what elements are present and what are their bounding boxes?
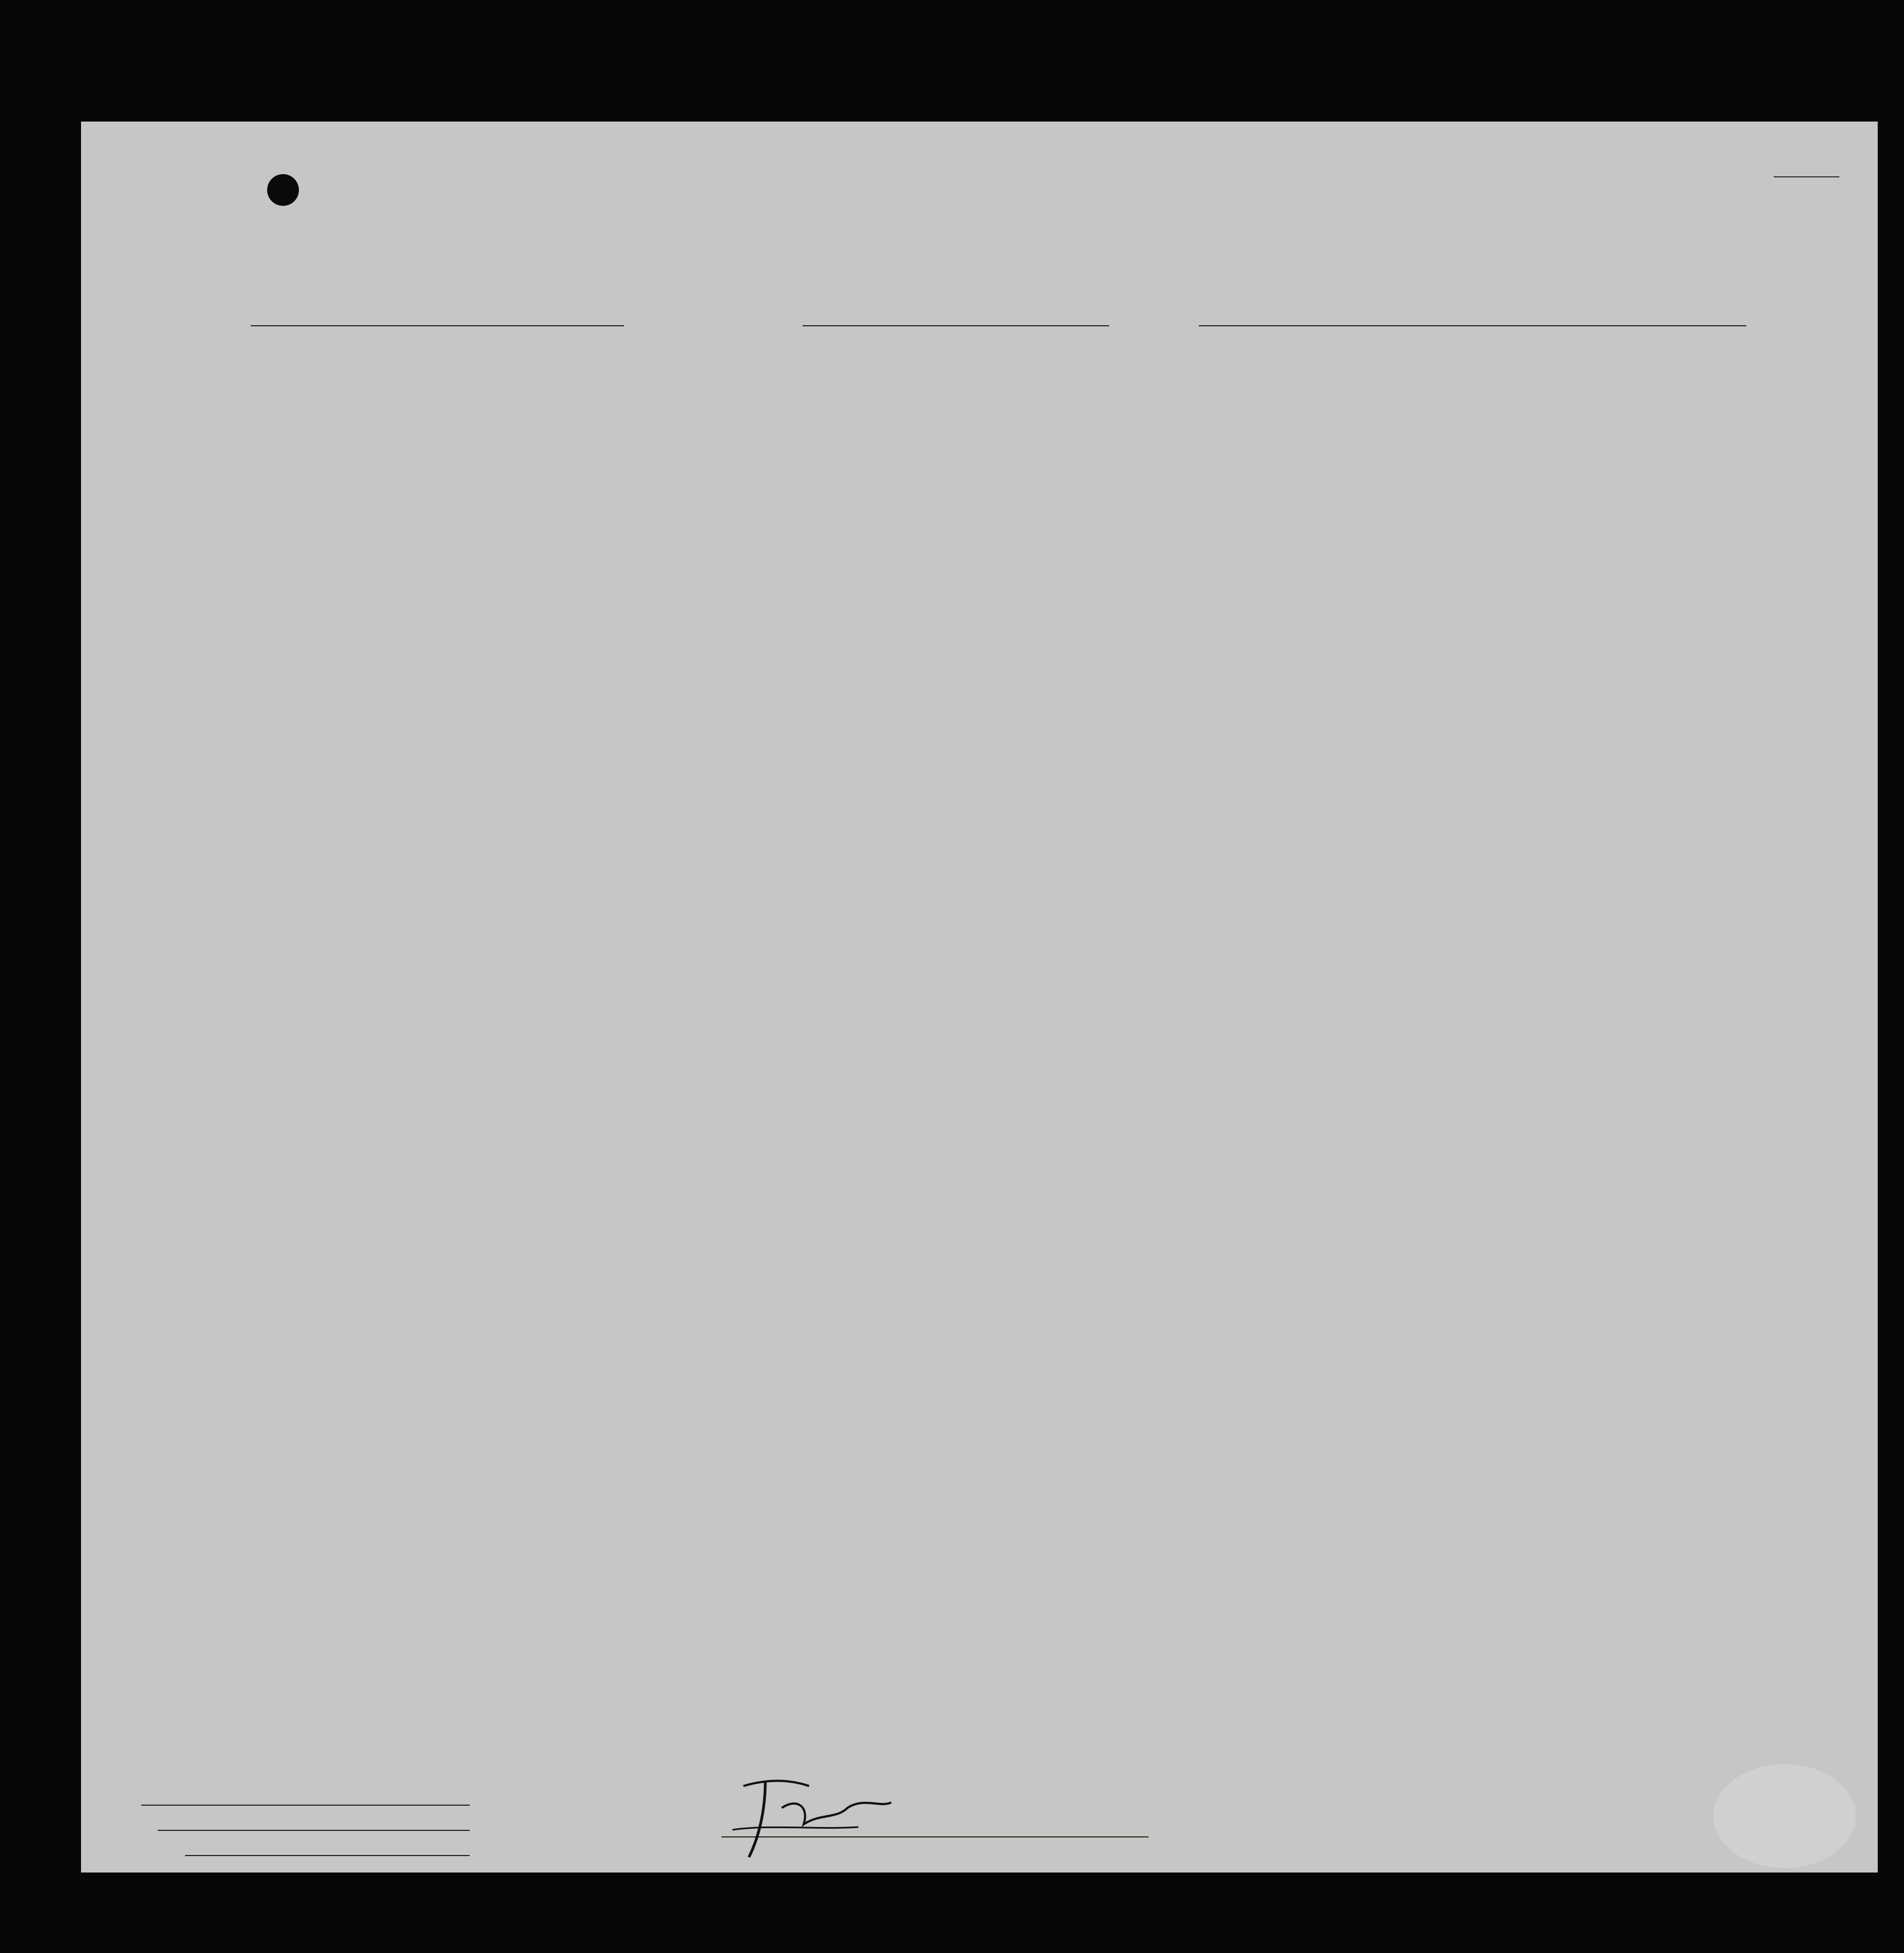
col4-header <box>625 339 706 346</box>
col10-header <box>1140 339 1182 364</box>
line-underline <box>141 1805 470 1806</box>
table-grid <box>81 122 1878 1873</box>
col16-header <box>1606 339 1791 349</box>
col8-header <box>1055 339 1106 352</box>
manifest-sheet <box>81 122 1878 1873</box>
col15-header <box>1504 339 1606 352</box>
official-stamp <box>1713 1764 1856 1868</box>
col17-header <box>1791 339 1871 349</box>
col1-header <box>92 339 130 350</box>
col3-header <box>198 339 625 353</box>
col14-header <box>1444 339 1504 364</box>
agents-underline <box>185 1855 470 1856</box>
col13-header <box>1384 339 1444 364</box>
owners-underline <box>158 1830 470 1831</box>
inspector-signature <box>727 1775 957 1863</box>
col5-header <box>706 339 828 353</box>
col12-header <box>1284 339 1384 364</box>
col9-header <box>1106 339 1140 364</box>
col6-header <box>828 339 1003 353</box>
col11-header <box>1182 339 1284 364</box>
